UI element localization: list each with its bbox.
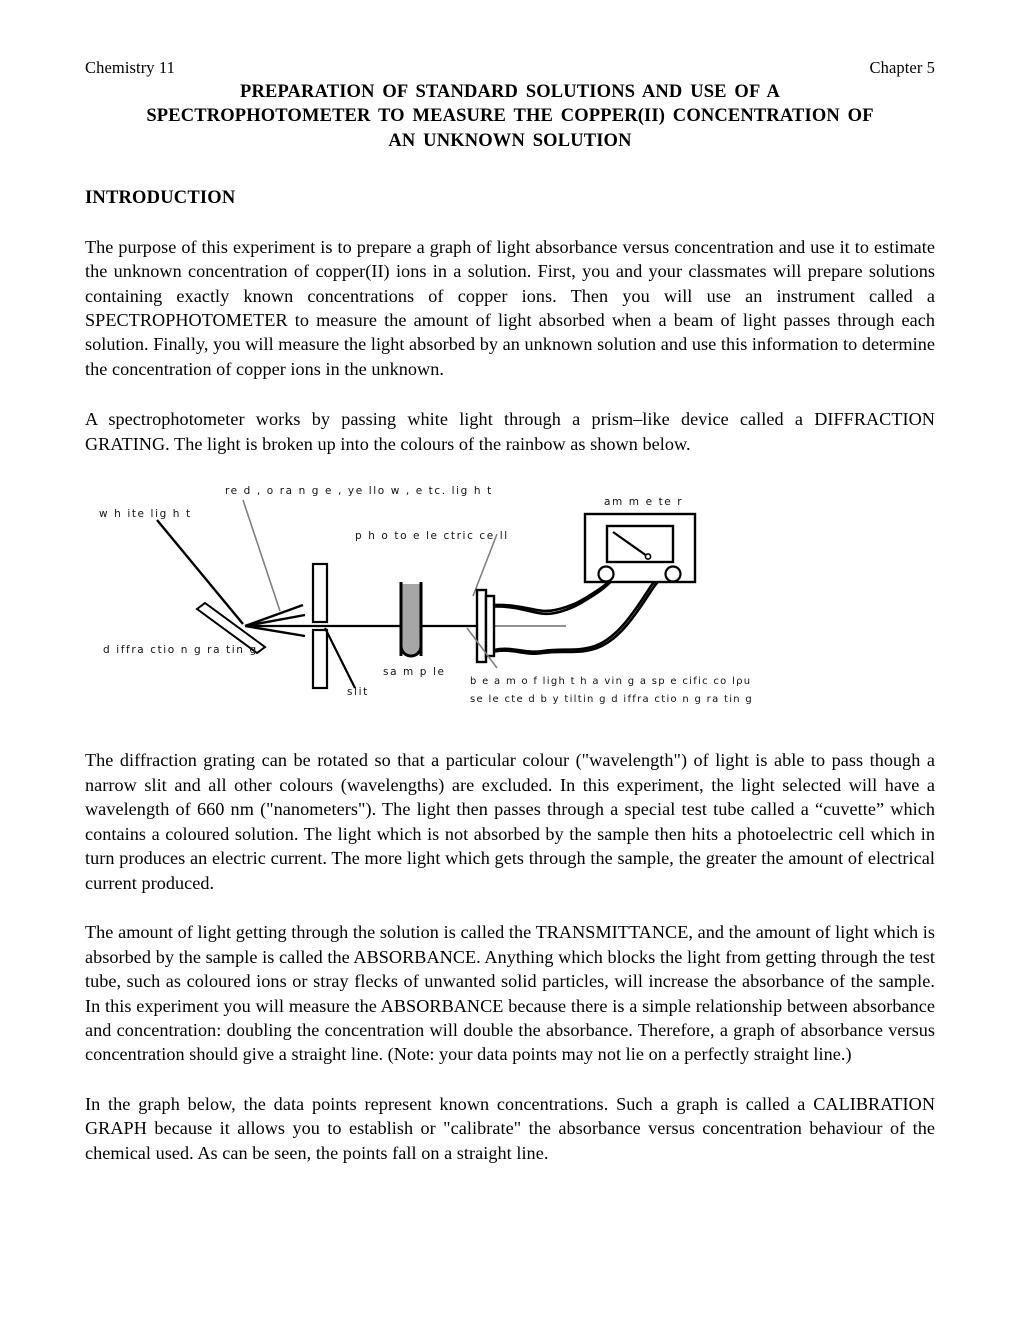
leader-slit (325, 628, 355, 688)
page-header (85, 58, 935, 78)
figure-label-ammeter: am m e te r (604, 496, 684, 509)
figure-label-white-light: w h ite lig h t (99, 508, 192, 521)
header-course: Chemistry 11 (85, 58, 175, 77)
page-title (85, 80, 935, 154)
paragraph-wavelength-selection: The diffraction grating can be rotated so that a particular colour ("wavelength") of light is able to pass though a narrow slit and all other colours (wavelengths) are excluded. In this experiment, the light selected will have a wavelength of 660 nm ("nanometers"). The light then passes through a special test tube called a “cuvette” which contains a coloured solution. The light which is not absorbed by the sample then hits a photoelectric cell which in turn produces an electric current. The more light which gets through the sample, the greater the amount of electrical current produced. (85, 750, 935, 893)
figure-label-spectrum: re d , o ra n g e , ye llo w , e tc. lig h t (225, 485, 493, 498)
dispersed-light-beams (245, 605, 305, 636)
header-chapter: Chapter 5 (869, 58, 935, 77)
title-line-2: SPECTROPHOTOMETER TO MEASURE THE COPPER(II) CONCENTRATION OF (146, 106, 874, 127)
title-line-1: PREPARATION OF STANDARD SOLUTIONS AND USE OF A (240, 81, 780, 102)
ammeter-wires (494, 574, 665, 654)
spectrophotometer-diagram (85, 478, 935, 723)
paragraph-transmittance-absorbance: The amount of light getting through the solution is called the TRANSMITTANCE, and the amount of light which is absorbed by the sample is called the ABSORBANCE. Anything which blocks the light from getting through the test tube, such as coloured ions or stray flecks of unwanted solid particles, will increase the absorbance of the sample. In this experiment you will measure the ABSORBANCE because there is a simple relationship between absorbance and concentration: doubling the concentration will double the absorbance. Therefore, a graph of absorbance versus concentration should give a straight line. (Note: your data points may not lie on a perfectly straight line.) (85, 922, 935, 1065)
page-content (85, 58, 935, 1184)
paragraph-diffraction-grating: A spectrophotometer works by passing white light through a prism–like device called a DIFFRACTION GRATING. The light is broken up into the colours of the rainbow as shown below. (85, 409, 935, 454)
figure-caption-beam-line-2: se le cte d b y tiltin g d iffra ctio n g ra tin g (470, 694, 754, 706)
figure-label-diffraction-grating: d iffra ctio n g ra tin g (103, 644, 258, 657)
figure-caption-beam-line-1: b e a m o f ligh t h a vin g a sp e cific co lρu (470, 676, 752, 688)
paragraph-purpose: The purpose of this experiment is to prepare a graph of light absorbance versus concentration and use it to estimate the unknown concentration of copper(II) ions in a solution. First, you and your classmates will prepare solutions containing exactly known concentrations of copper ions. Then you will use an instrument called a SPECTROPHOTOMETER to measure the amount of light absorbed when a beam of light passes through each solution. Finally, you will measure the light absorbed by an unknown solution and use this information to determine the concentration of copper ions in the unknown. (85, 236, 935, 379)
figure-label-sample: sa m p le (383, 666, 446, 679)
sample-cuvette-icon (401, 582, 421, 656)
leader-spectrum (243, 500, 280, 611)
paragraph-calibration-graph: In the graph below, the data points represent known concentrations. Such a graph is called a CALIBRATION GRAPH because it allows you to establish or "calibrate" the absorbance versus concentration behaviour of the chemical used. As can be seen, the points fall on a straight line. (85, 1093, 935, 1163)
figure-label-photoelectric-cell: p h o to e le ctric ce ll (355, 530, 509, 543)
title-line-3: AN UNKNOWN SOLUTION (388, 130, 632, 151)
section-heading-introduction: INTRODUCTION (85, 187, 236, 208)
photoelectric-cell-icon (477, 590, 494, 662)
ammeter-icon (585, 514, 695, 582)
figure-label-slit: slit (347, 686, 369, 699)
